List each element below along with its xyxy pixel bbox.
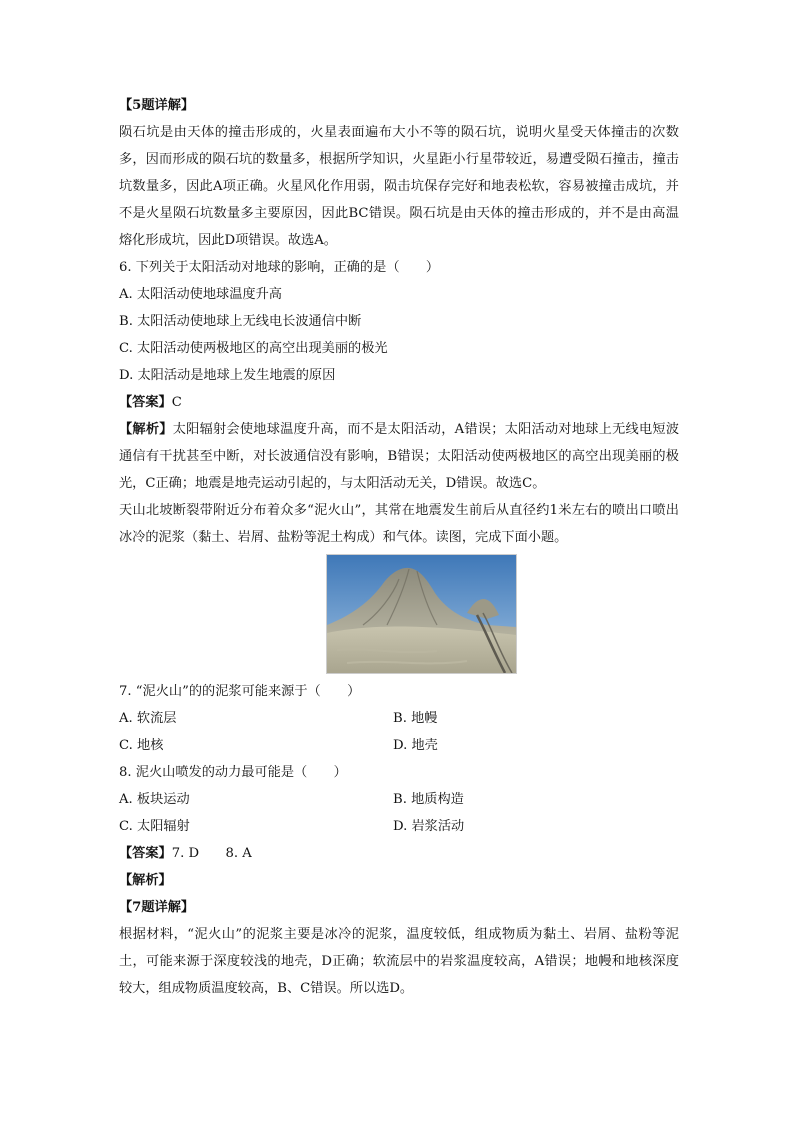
q7-option-b: B. 地幔 [393, 711, 438, 726]
q8-option-b: B. 地质构造 [393, 792, 464, 807]
q7-options-row2 [119, 732, 679, 759]
q6-question: 6. 下列关于太阳活动对地球的影响，正确的是（ ） [119, 260, 440, 275]
q6-option-c: C. 太阳活动使两极地区的高空出现美丽的极光 [119, 341, 388, 356]
q5-explanation: 陨石坑是由天体的撞击形成的，火星表面遍布大小不等的陨石坑，说明火星受天体撞击的次数多，因而形成的陨石坑的数量多，根据所学知识，火星距小行星带较近，易遭受陨石撞击，撞击坑数量多，因此A项正确。火星风化作用弱，陨击坑保存完好和地表松软，容易被撞击成坑，并不是火星陨石坑数量多主要原因，因此BC错误。陨石坑是由天体的撞击形成的，并不是由高温熔化形成坑，因此D项错误。故选A。 [119, 125, 679, 248]
answers-label: 【答案】 [119, 846, 172, 861]
answers-line [119, 840, 679, 867]
q6-option-d: D. 太阳活动是地球上发生地震的原因 [119, 368, 336, 383]
q6-answer-value: C [171, 395, 182, 410]
q6-analysis-label: 【解析】 [119, 422, 173, 437]
q7-heading: 【7题详解】 [119, 900, 195, 915]
q6-answer-label: 【答案】 [119, 395, 172, 410]
q6-analysis [119, 416, 679, 497]
q7-options-row1 [119, 705, 679, 732]
q8-option-a: A. 板块运动 [119, 792, 190, 807]
q6-analysis-text: 太阳辐射会使地球温度升高，而不是太阳活动，A错误；太阳活动对地球上无线电短波通信有干扰甚至中断，对长波通信没有影响，B错误；太阳活动使两极地区的高空出现美丽的极光，C正确；地震是地壳运动引起的，与太阳活动无关，D错误。故选C。 [119, 422, 680, 491]
q6-option-a: A. 太阳活动使地球温度升高 [119, 287, 282, 302]
analysis-heading: 【解析】 [119, 873, 172, 888]
q7-option-a: A. 软流层 [119, 711, 177, 726]
q5-heading: 【5题详解】 [119, 98, 195, 113]
q6-answer [119, 389, 679, 416]
mud-volcano-photo [326, 554, 517, 674]
material-text: 天山北坡断裂带附近分布着众多“泥火山”，其常在地震发生前后从直径约1米左右的喷出口喷出冰冷的泥浆（黏土、岩屑、盐粉等泥土构成）和气体。读图，完成下面小题。 [119, 503, 679, 545]
q8-option-c: C. 太阳辐射 [119, 819, 190, 834]
q7-question: 7. “泥火山”的的泥浆可能来源于（ ） [119, 684, 361, 699]
q8-option-d: D. 岩浆活动 [393, 819, 465, 834]
document-page [119, 92, 679, 1002]
q7-option-c: C. 地核 [119, 738, 164, 753]
q8-options-row1 [119, 786, 679, 813]
answers-value: 7. D 8. A [171, 846, 252, 861]
q7-explanation: 根据材料，“泥火山”的泥浆主要是冰冷的泥浆，温度较低，组成物质为黏土、岩屑、盐粉等泥土，可能来源于深度较浅的地壳，D正确；软流层中的岩浆温度较高，A错误；地幔和地核深度较大，组成物质温度较高，B、C错误。所以选D。 [119, 927, 679, 996]
q8-options-row2 [119, 813, 679, 840]
q8-question: 8. 泥火山喷发的动力最可能是（ ） [119, 765, 347, 780]
q7-option-d: D. 地壳 [393, 738, 438, 753]
q6-option-b: B. 太阳活动使地球上无线电长波通信中断 [119, 314, 362, 329]
